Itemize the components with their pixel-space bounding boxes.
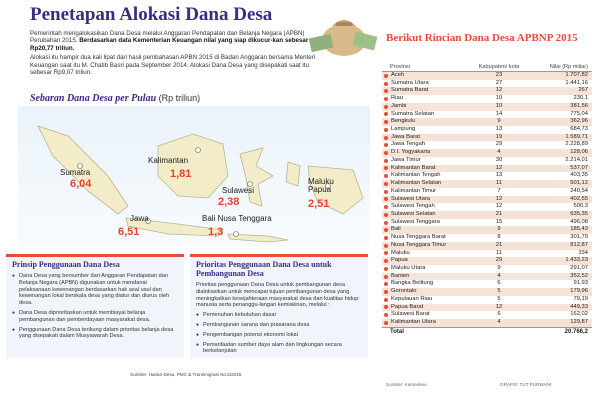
row-value: 185,43 <box>570 226 588 233</box>
row-province: Nusa Tenggara Timur <box>391 241 447 248</box>
row-province: Bengkulu <box>391 118 416 125</box>
maluku-shape <box>286 162 300 186</box>
row-kab: 14 <box>495 110 503 117</box>
label-sulawesi: Sulawesi <box>222 186 255 195</box>
row-kab: 10 <box>495 95 503 102</box>
row-kab: 8 <box>497 234 501 241</box>
row-province: Bali <box>391 226 401 233</box>
row-value: 1.589,71 <box>565 133 588 140</box>
table-row <box>382 319 592 327</box>
table-row <box>382 211 592 219</box>
table-row <box>382 103 592 111</box>
bullet-icon <box>384 151 388 155</box>
table-row <box>382 288 592 296</box>
table-row <box>382 304 592 312</box>
label-jawa: Jawa <box>130 214 149 223</box>
row-value: 1.433,23 <box>565 257 588 264</box>
bullet-icon <box>384 197 388 201</box>
principle-item: ● Dana Desa diprioritaskan untuk membiayai belanja pembangunan dan pemberdayaan masyarakat desa. <box>12 310 178 324</box>
row-kab: 4 <box>497 149 501 156</box>
row-province: Sumatra Barat <box>391 87 429 94</box>
table-row <box>382 149 592 157</box>
row-value: 402,55 <box>570 195 588 202</box>
principles-box <box>6 254 184 358</box>
row-province: Nusa Tenggara Barat <box>391 234 446 241</box>
table-row <box>382 95 592 103</box>
row-kab: 6 <box>497 280 501 287</box>
bullet-icon <box>384 166 388 170</box>
bullet-icon <box>384 221 388 225</box>
row-province: Kalimantan Timur <box>391 187 437 194</box>
bullet-icon <box>384 213 388 217</box>
table-row <box>382 219 592 227</box>
table-row <box>382 118 592 126</box>
row-kab: 27 <box>495 79 503 86</box>
table-body <box>382 72 592 327</box>
row-value: 775,04 <box>570 110 588 117</box>
table-row <box>382 80 592 88</box>
row-value: 381,56 <box>570 102 588 109</box>
table-row <box>382 72 592 80</box>
row-province: Maluku Utara <box>391 264 426 271</box>
value-sulawesi: 2,38 <box>218 196 240 208</box>
priority-item: ● Pemanfaatan sumber daya alam dan lingkungan secara berkelanjutan <box>196 342 362 356</box>
bullet-icon <box>384 120 388 124</box>
value-kalimantan: 1,81 <box>170 168 192 180</box>
bullet-icon <box>384 267 388 271</box>
header-kab: Kabupaten/ kota <box>478 64 520 70</box>
value-maluku-papua: 2,51 <box>308 198 330 210</box>
priority-item: ● Pembangunan sarana dan prasarana desa <box>196 322 362 329</box>
table-source: Sumber: Kemenkeu <box>386 382 427 387</box>
table-row <box>382 203 592 211</box>
priority-item: ● Pemenuhan kebutuhan dasar <box>196 312 362 319</box>
row-value: 79,19 <box>573 295 588 302</box>
row-kab: 10 <box>495 102 503 109</box>
map-title <box>30 93 200 104</box>
bullet-icon <box>384 190 388 194</box>
row-value: 301,79 <box>570 234 588 241</box>
table-row <box>382 250 592 258</box>
table-row <box>382 257 592 265</box>
row-value: 635,35 <box>570 210 588 217</box>
row-value: 449,33 <box>570 303 588 310</box>
row-value: 230,1 <box>573 95 588 102</box>
row-province: Sulawesi Tenggara <box>391 218 440 225</box>
table-row <box>382 234 592 242</box>
row-value: 162,02 <box>570 311 588 318</box>
row-value: 403,35 <box>570 172 588 179</box>
table-title: Berikut Rincian Dana Desa APBNP 2015 <box>386 32 578 44</box>
bullet-icon <box>384 128 388 132</box>
table-row <box>382 87 592 95</box>
label-sumatra: Sumatra <box>60 168 91 177</box>
row-value: 1.441,16 <box>565 79 588 86</box>
row-value: 496,08 <box>570 218 588 225</box>
row-province: Riau <box>391 95 403 102</box>
table-row <box>382 280 592 288</box>
table-row <box>382 196 592 204</box>
row-province: Jambi <box>391 102 407 109</box>
table-row <box>382 188 592 196</box>
row-value: 812,87 <box>570 241 588 248</box>
row-kab: 21 <box>495 241 503 248</box>
row-province: Sulawesi Selatan <box>391 210 436 217</box>
bullet-icon <box>384 174 388 178</box>
row-province: Sulawesi Utara <box>391 195 430 202</box>
row-kab: 11 <box>495 180 503 187</box>
bullet-icon <box>384 275 388 279</box>
row-kab: 30 <box>495 156 503 163</box>
row-kab: 13 <box>495 126 503 133</box>
table-row <box>382 273 592 281</box>
row-kab: 7 <box>497 187 501 194</box>
sulawesi-shape <box>240 148 273 206</box>
row-kab: 19 <box>495 133 503 140</box>
page-title: Penetapan Alokasi Dana Desa <box>30 4 273 25</box>
row-province: Sumatra Utara <box>391 79 429 86</box>
label-kalimantan: Kalimantan <box>148 156 189 165</box>
priorities-title: Prioritas Penggunaan Dana Desa untuk Pembangunan Desa <box>196 260 332 278</box>
bullet-icon <box>384 136 388 140</box>
table-row <box>382 311 592 319</box>
row-kab: 12 <box>495 203 503 210</box>
kalimantan-shape <box>158 134 228 198</box>
value-jawa: 6,51 <box>118 226 140 238</box>
bullet-icon <box>384 182 388 186</box>
intro-text <box>30 30 320 78</box>
row-province: Jawa Barat <box>391 133 420 140</box>
row-province: Papua Barat <box>391 303 424 310</box>
source-note: Sumber: Harian Desa, PMC & Transmigrasi No.5/2015 <box>130 372 242 377</box>
table-row <box>382 141 592 149</box>
table-row <box>382 134 592 142</box>
total-value: 20.766,2 <box>564 328 588 335</box>
principles-title: Prinsip Penggunaan Dana Desa <box>12 260 120 269</box>
map-unit: (Rp triliun) <box>158 93 201 103</box>
row-value: 179,96 <box>570 288 588 295</box>
bullet-icon <box>384 313 388 317</box>
row-value: 267 <box>578 87 588 94</box>
row-province: Kalimantan Barat <box>391 164 436 171</box>
bullet-icon <box>384 105 388 109</box>
bullet-icon <box>384 97 388 101</box>
allocation-table <box>382 56 592 336</box>
row-value: 684,73 <box>570 126 588 133</box>
bullet-icon <box>384 74 388 78</box>
row-kab: 23 <box>495 72 503 78</box>
row-value: 334 <box>578 249 588 256</box>
map-title-text: Sebaran Dana Desa per Pulau <box>30 93 157 104</box>
row-value: 291,07 <box>570 264 588 271</box>
intro-p1: Pemerintah mengalokasikan Dana Desa melalui Anggaran Pendapatan dan Belanja Negara (APBN) Perubahan 2015. <box>30 30 305 45</box>
row-province: Kalimantan Utara <box>391 319 436 325</box>
row-province: Maluku <box>391 249 410 256</box>
table-row <box>382 126 592 134</box>
row-province: Jawa Tengah <box>391 141 426 148</box>
row-province: Jawa Timur <box>391 156 421 163</box>
table-row <box>382 265 592 273</box>
row-kab: 15 <box>495 218 503 225</box>
row-value: 240,54 <box>570 187 588 194</box>
bullet-icon <box>384 259 388 263</box>
table-header <box>382 56 592 72</box>
row-kab: 4 <box>497 272 501 279</box>
graphic-credit: GRAFIS: TUT PURWANI <box>500 382 552 387</box>
priority-item: ● Pengembangan potensi ekonomi lokal <box>196 332 362 339</box>
value-sumatra: 6,04 <box>70 178 92 190</box>
total-label: Total <box>390 328 404 335</box>
bullet-icon <box>384 236 388 240</box>
row-kab: 9 <box>497 226 501 233</box>
bullet-icon <box>384 82 388 86</box>
row-kab: 4 <box>497 319 501 325</box>
header-value: Nilai (Rp miliar) <box>549 64 588 70</box>
bullet-icon <box>384 282 388 286</box>
table-row <box>382 296 592 304</box>
row-province: Kalimantan Tengah <box>391 172 441 179</box>
table-row <box>382 226 592 234</box>
row-province: Aceh <box>391 72 405 78</box>
island-map <box>18 106 370 246</box>
row-value: 1.707,82 <box>565 72 588 78</box>
row-kab: 5 <box>497 288 501 295</box>
row-province: Lampung <box>391 126 416 133</box>
bullet-icon <box>384 290 388 294</box>
bullet-icon <box>384 321 388 325</box>
row-kab: 13 <box>495 172 503 179</box>
table-row <box>382 111 592 119</box>
row-value: 352,52 <box>570 272 588 279</box>
row-province: Bangka Belitung <box>391 280 434 287</box>
principle-item: ● Dana Desa yang bersumber dari Anggaran Pendapatan dan Belanja Negara (APBN) digunakan untuk mendanai pelaksanaan kewenangan berdasarkan hak asal usul dan kewenangan lokal berskala desa yang diatur dan diurus oleh desa. <box>12 273 178 307</box>
row-kab: 12 <box>495 87 503 94</box>
row-value: 2.228,89 <box>565 141 588 148</box>
bullet-icon <box>384 244 388 248</box>
intro-p1b: Berdasarkan data Kementerian Keuangan nilai yang siap dikucur-kan sebesar Rp20,77 triliun. <box>30 37 309 52</box>
table-total-row <box>382 327 592 336</box>
row-province: D.I. Yogyakarta <box>391 149 431 156</box>
row-kab: 29 <box>495 257 503 264</box>
bullet-icon <box>384 159 388 163</box>
table-row <box>382 242 592 250</box>
row-value: 128,06 <box>570 149 588 156</box>
row-kab: 21 <box>495 210 503 217</box>
row-kab: 11 <box>495 249 503 256</box>
value-bali-nt: 1,3 <box>208 226 224 238</box>
row-kab: 9 <box>497 118 501 125</box>
row-value: 91,93 <box>573 280 588 287</box>
row-kab: 12 <box>495 195 503 202</box>
row-kab: 9 <box>497 264 501 271</box>
header-province: Provinsi <box>390 64 410 70</box>
principle-item: ● Penggunaan Dana Desa terikung dalam prioritas belanja desa yang disepakati dalam Musyawarah Desa. <box>12 327 178 341</box>
row-value: 362,96 <box>570 118 588 125</box>
table-row <box>382 172 592 180</box>
label-bali-nt: Bali Nusa Tenggara <box>202 214 272 223</box>
label-maluku-papua: Maluku Papua <box>308 177 334 194</box>
row-kab: 12 <box>495 303 503 310</box>
bullet-icon <box>384 89 388 93</box>
row-value: 537,07 <box>570 164 588 171</box>
row-province: Kepulauan Riau <box>391 295 433 302</box>
row-province: Sulawesi Barat <box>391 311 430 318</box>
row-province: Papua <box>391 257 408 264</box>
row-province: Sulawesi Tengah <box>391 203 435 210</box>
bullet-icon <box>384 205 388 209</box>
row-province: Gorontalo <box>391 288 417 295</box>
priorities-box <box>190 254 368 358</box>
table-row <box>382 180 592 188</box>
priorities-intro: Prioritas penggunaan Dana Desa untuk pembangunan desa dialokasikan untuk mencapai tujuan pembangunan desa yang meningkatkan kesejahteraan masyarakat desa dan kualitas hidup manusia serta penanggu-langan kemiskinan, melalui : <box>196 282 359 309</box>
row-kab: 6 <box>497 311 501 318</box>
bullet-icon <box>384 112 388 116</box>
bullet-icon <box>384 251 388 255</box>
row-value: 500,3 <box>573 203 588 210</box>
row-kab: 12 <box>495 164 503 171</box>
row-kab: 29 <box>495 141 503 148</box>
row-province: Banten <box>391 272 410 279</box>
row-kab: 5 <box>497 295 501 302</box>
row-province: Kalimantan Selatan <box>391 180 442 187</box>
row-province: Sumatra Selatan <box>391 110 435 117</box>
row-value: 2.214,01 <box>565 156 588 163</box>
bullet-icon <box>384 298 388 302</box>
row-value: 501,12 <box>570 180 588 187</box>
bullet-icon <box>384 143 388 147</box>
table-row <box>382 157 592 165</box>
intro-p2: Alokasi itu hampir dua kali lipat dari hasil pembahasan APBN 2015 di Badan Anggaran bersama Menteri Keuangan saat itu M. Chatib Basri pada September 2014. Alokasi Dana Desa yang disepakati saat itu sebesar Rp9,07 triliun. <box>30 54 316 77</box>
bullet-icon <box>384 305 388 309</box>
table-row <box>382 165 592 173</box>
row-value: 129,87 <box>570 319 588 325</box>
bullet-icon <box>384 228 388 232</box>
